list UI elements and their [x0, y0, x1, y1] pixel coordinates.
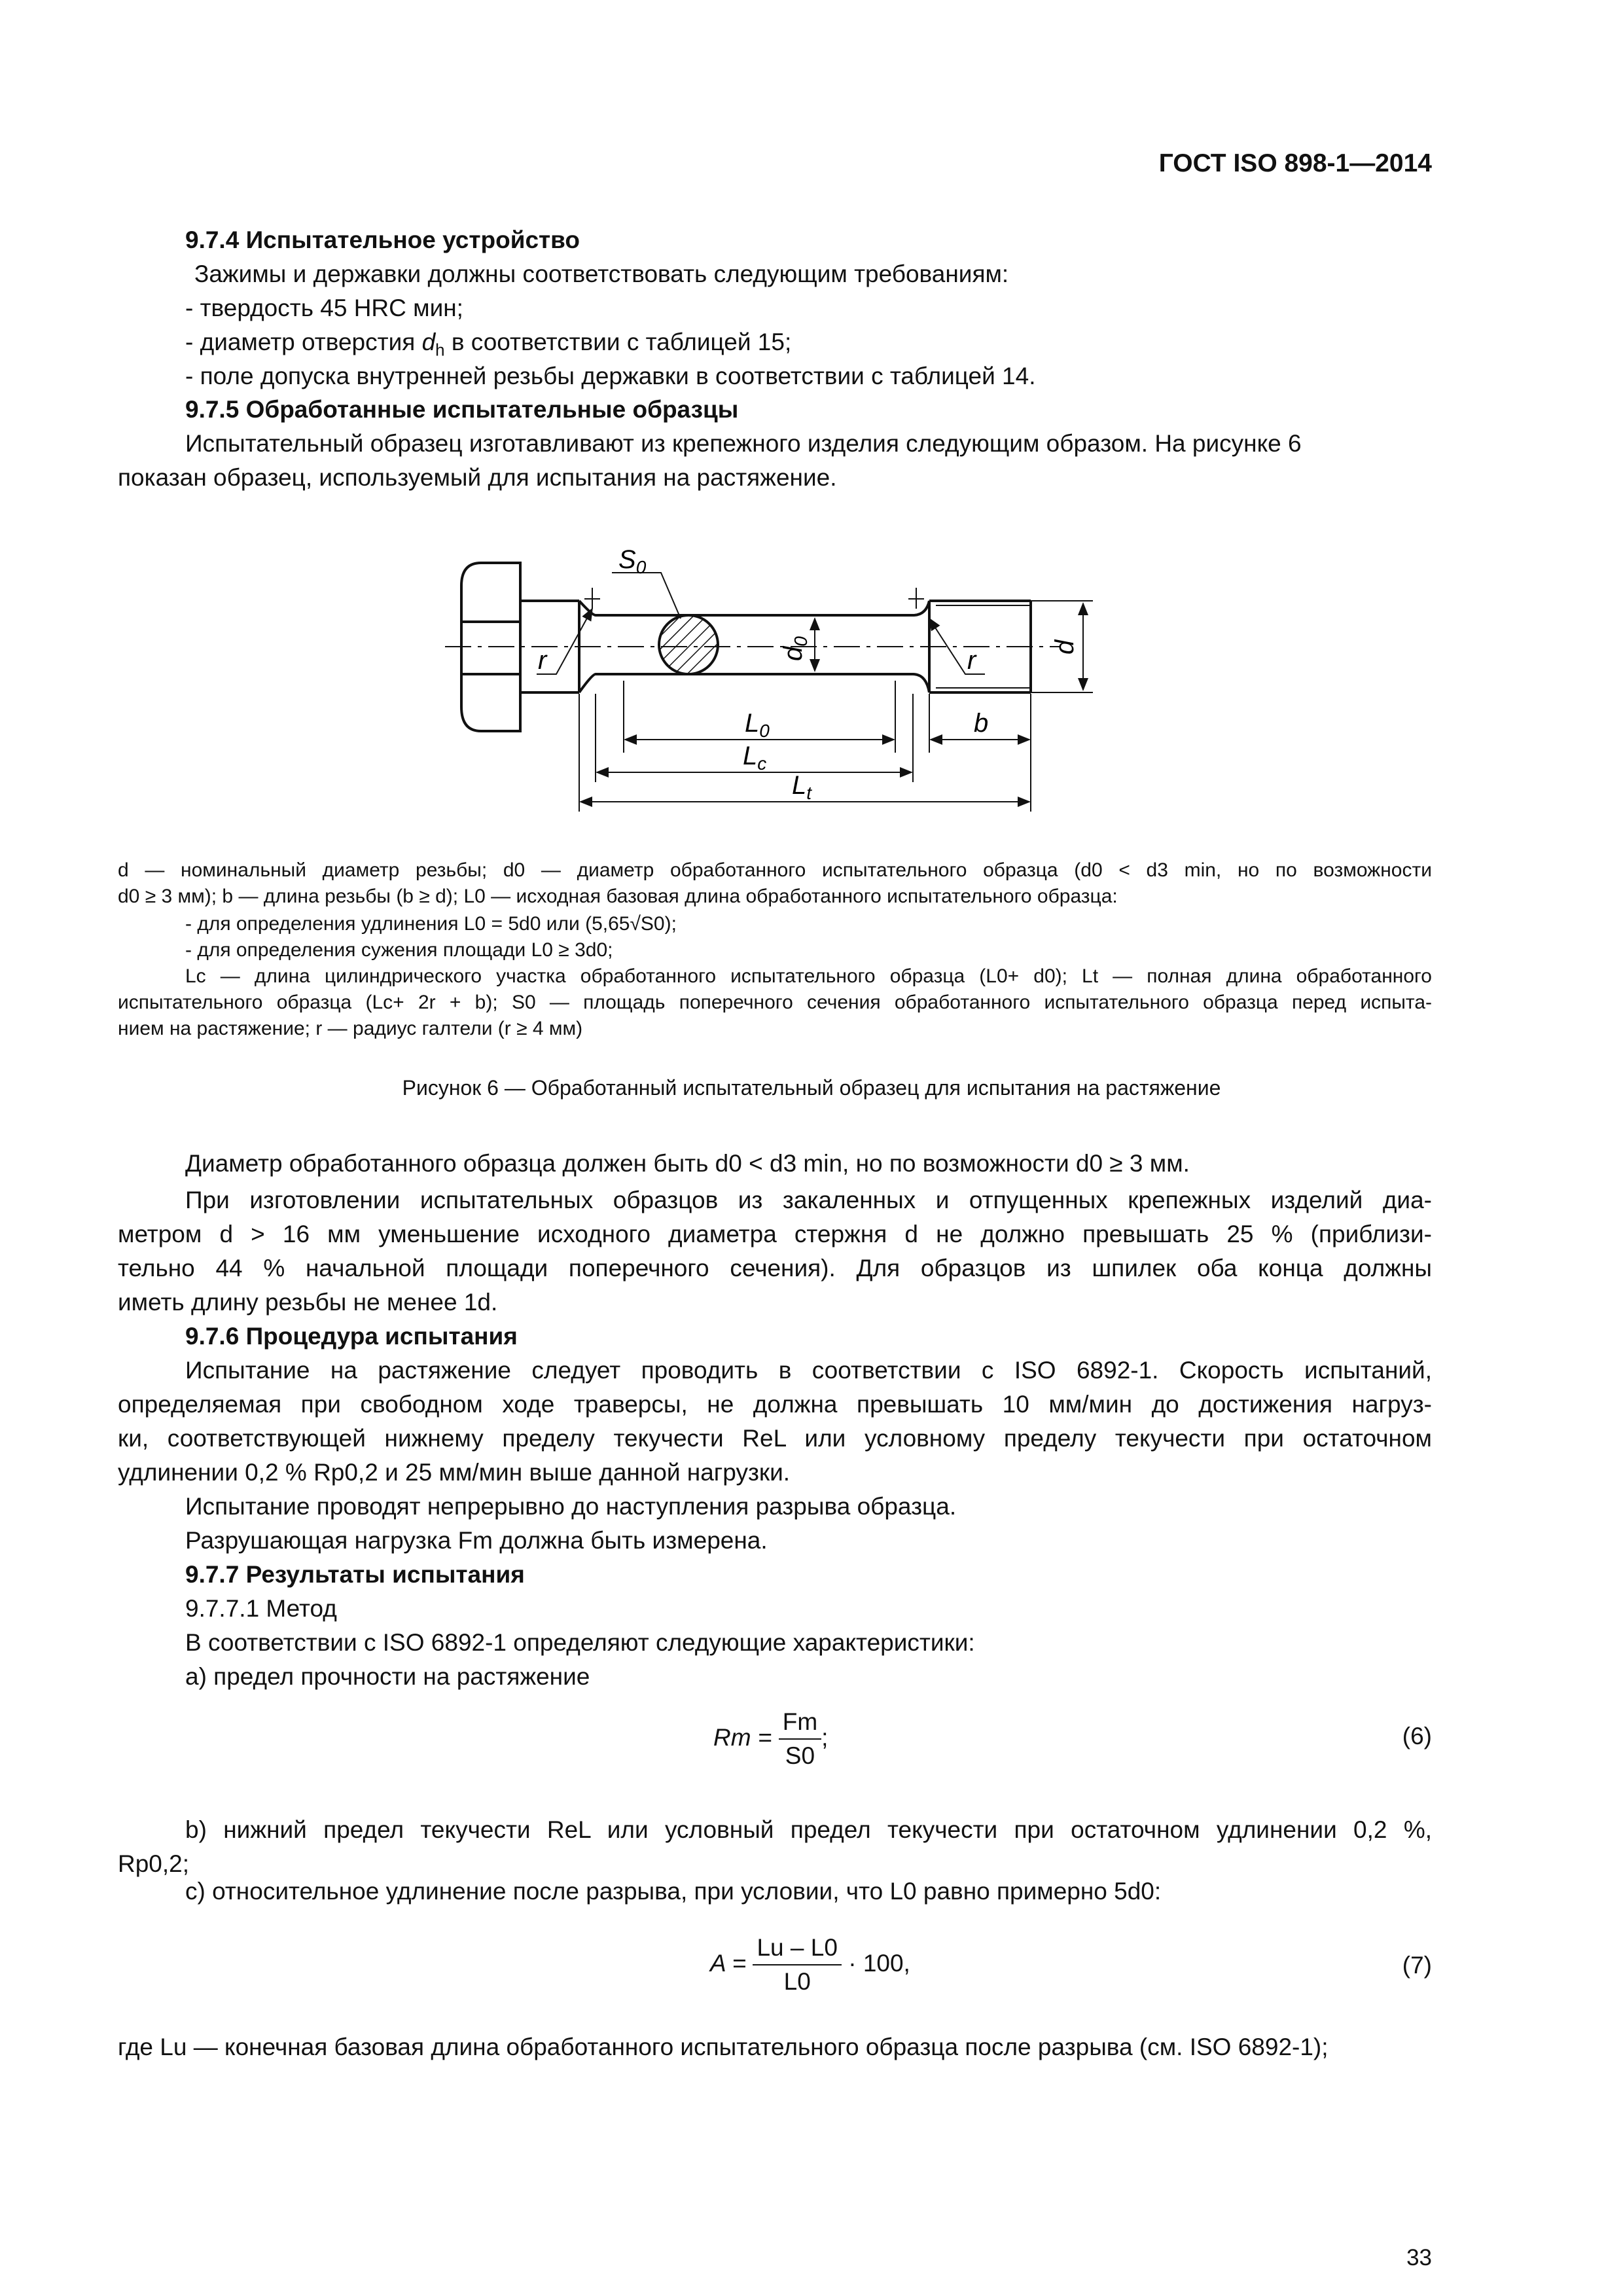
legend-line: нием на растяжение; r — радиус галтели (r ≥ 4 мм) — [118, 1018, 583, 1039]
requirement-hardness: - твердость 45 HRC мин; — [185, 295, 463, 321]
equation-number-6: (6) — [1402, 1723, 1432, 1749]
requirement-thread-tolerance: - поле допуска внутренней резьбы державки в соответствии с таблицей 14. — [185, 363, 1036, 389]
paragraph-line: Разрушающая нагрузка Fm должна быть измерена. — [185, 1527, 768, 1554]
list-item: c) относительное удлинение после разрыва, при условии, что L0 равно примерно 5d0: — [185, 1878, 1162, 1905]
formula-7: A = $\frac{Lu - L0}{L0}$ · 100, — [710, 1934, 910, 1995]
section-9-7-4-intro: Зажимы и державки должны соответствовать следующим требованиям: — [194, 260, 1009, 287]
shank-bottom — [579, 674, 913, 692]
paragraph-line: При изготовлении испытательных образцов из закаленных и отпущенных крепежных изделий диа- — [185, 1187, 1432, 1213]
paragraph-line: В соответствии с ISO 6892-1 определяют следующие характеристики: — [185, 1629, 975, 1656]
equation-number-7: (7) — [1402, 1952, 1432, 1979]
paragraph-line: где Lu — конечная базовая длина обработанного испытательного образца после разрыва (см. ISO 6892-1); — [118, 2034, 1329, 2060]
document-header: ГОСТ ISO 898-1—2014 — [1158, 149, 1432, 177]
legend-line: - для определения удлинения L0 = 5d0 или (5,65√S0); — [185, 913, 677, 935]
shank-top — [579, 601, 913, 615]
legend-line: d0 ≥ 3 мм); b — длина резьбы (b ≥ d); L0 — исходная базовая длина обработанного испытательного образца: — [118, 886, 1118, 907]
label-d: d — [1050, 639, 1079, 655]
paragraph-line: метром d > 16 мм уменьшение исходного диаметра стержня d не должно превышать 25 % (приблизи- — [118, 1221, 1432, 1247]
list-item: b) нижний предел текучести ReL или условный предел текучести при остаточном удлинении 0,2 %, — [185, 1816, 1432, 1843]
paragraph-line: Испытание на растяжение следует проводить в соответствии с ISO 6892-1. Скорость испытаний, — [185, 1357, 1432, 1384]
legend-line: Lc — длина цилиндрического участка обработанного испытательного образца (L0+ d0); Lt — полная длина обработанного — [185, 965, 1432, 987]
paragraph-line: определяемая при свободном ходе траверсы, не должна превышать 10 мм/мин до достижения нагруз- — [118, 1391, 1432, 1418]
paragraph-line: удлинении 0,2 % Rp0,2 и 25 мм/мин выше данной нагрузки. — [118, 1459, 791, 1486]
cross-section-circle — [659, 615, 718, 674]
label-d0: $d_0$ — [779, 636, 811, 661]
figure-caption: Рисунок 6 — Обработанный испытательный образец для испытания на растяжение — [402, 1076, 1221, 1100]
paragraph-line: ки, соответствующей нижнему пределу текучести ReL или условному пределу текучести при остаточном — [118, 1425, 1432, 1452]
label-r-left: r — [538, 646, 547, 675]
formula-6: Rm = $\frac{Fm}{S0}$ ; — [713, 1708, 829, 1769]
section-9-7-7-title: 9.7.7 Результаты испытания — [185, 1561, 525, 1588]
list-item: Rp0,2; — [118, 1850, 190, 1877]
page-number: 33 — [1406, 2245, 1432, 2270]
paragraph-line: тельно 44 % начальной площади поперечного сечения). Для образцов из шпилек оба конца должны — [118, 1255, 1432, 1282]
label-L0: $L_0$ — [745, 709, 770, 741]
paragraph-line: иметь длину резьбы не менее 1d. — [118, 1289, 498, 1316]
requirement-hole-diameter: - диаметр отверстия $d_h$ в соответствии с таблицей 15; — [185, 329, 792, 360]
label-r-right: r — [967, 646, 976, 675]
label-b: b — [974, 709, 989, 738]
legend-line: d — номинальный диаметр резьбы; d0 — диаметр обработанного испытательного образца (d0 < d3 min, но по возможности — [118, 859, 1432, 881]
legend-line: - для определения сужения площади L0 ≥ 3d0; — [185, 939, 613, 961]
label-Lt: $L_t$ — [792, 771, 812, 803]
paragraph-line: Испытательный образец изготавливают из крепежного изделия следующим образом. На рисунке 6 — [185, 430, 1302, 457]
paragraph-line: Испытание проводят непрерывно до наступления разрыва образца. — [185, 1493, 957, 1520]
legend-line: испытательного образца (Lc+ 2r + b); S0 — площадь поперечного сечения обработанного испытательного образца перед испыта- — [118, 992, 1432, 1013]
list-item: a) предел прочности на растяжение — [185, 1663, 590, 1690]
paragraph-line: показан образец, используемый для испытания на растяжение. — [118, 464, 837, 491]
section-9-7-6-title: 9.7.6 Процедура испытания — [185, 1323, 518, 1350]
subsection-title: 9.7.7.1 Метод — [185, 1595, 337, 1622]
label-S0: $S_0$ — [618, 545, 647, 577]
section-9-7-4-title: 9.7.4 Испытательное устройство — [185, 226, 580, 253]
section-9-7-5-title: 9.7.5 Обработанные испытательные образцы — [185, 396, 739, 423]
figure-6-drawing — [0, 524, 1623, 851]
paragraph-line: Диаметр обработанного образца должен быть d0 < d3 min, но по возможности d0 ≥ 3 мм. — [185, 1150, 1190, 1177]
label-Lc: $L_c$ — [743, 742, 767, 774]
